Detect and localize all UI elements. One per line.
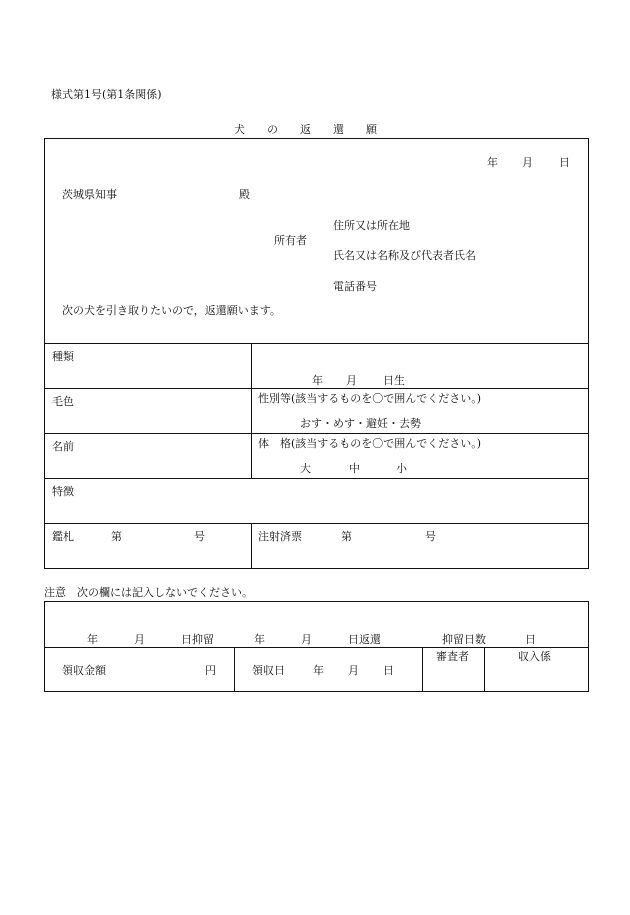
addressee-honorific: 殿 <box>239 188 250 201</box>
coat-color-label: 毛色 <box>52 395 74 408</box>
receipt-month: 月 <box>348 664 359 677</box>
detain-days-label: 抑留日数 <box>442 633 486 646</box>
return-day: 日返還 <box>348 633 381 646</box>
form-number-label: 様式第1号(第1条関係) <box>51 88 162 101</box>
vaccine-no: 第 <box>341 530 352 543</box>
birth-day: 日生 <box>383 374 405 387</box>
size-medium: 中 <box>349 462 360 475</box>
tag-num: 号 <box>194 530 205 543</box>
sex-label: 性別等(該当するものを〇で囲んでください。) <box>258 392 482 405</box>
owner-phone-label: 電話番号 <box>333 280 377 293</box>
vaccine-label: 注射済票 <box>258 530 302 543</box>
fee-unit: 円 <box>205 664 216 677</box>
tag-no: 第 <box>111 530 122 543</box>
notice-text: 注意 次の欄には記入しないでください。 <box>44 586 253 599</box>
detain-day: 日抑留 <box>181 633 214 646</box>
dog-name-label: 名前 <box>52 440 74 453</box>
detain-days-unit: 日 <box>525 633 536 646</box>
sex-options: おす・めす・避妊・去勢 <box>300 417 421 430</box>
page-title: 犬 の 返 還 願 <box>234 123 377 136</box>
return-month: 月 <box>301 633 312 646</box>
fee-label: 領収金額 <box>62 664 106 677</box>
detain-month: 月 <box>134 633 145 646</box>
owner-name-label: 氏名又は名称及び代表者氏名 <box>333 249 476 262</box>
date-day: 日 <box>559 156 570 169</box>
request-text: 次の犬を引き取りたいので，返還願います。 <box>62 304 281 317</box>
features-label: 特徴 <box>52 485 74 498</box>
size-small: 小 <box>396 462 407 475</box>
owner-label: 所有者 <box>274 234 307 247</box>
receipt-year: 年 <box>313 664 324 677</box>
detain-year: 年 <box>87 633 98 646</box>
size-large: 大 <box>300 462 311 475</box>
date-year: 年 <box>487 156 498 169</box>
owner-address-label: 住所又は所在地 <box>333 219 410 232</box>
breed-label: 種類 <box>52 350 74 363</box>
cashier-label: 収入係 <box>518 650 551 663</box>
receipt-day: 日 <box>383 664 394 677</box>
tag-label: 鑑札 <box>52 530 74 543</box>
receipt-date-label: 領収日 <box>252 664 285 677</box>
birth-year: 年 <box>312 374 323 387</box>
birth-month: 月 <box>346 374 357 387</box>
return-year: 年 <box>254 633 265 646</box>
addressee-name: 茨城県知事 <box>62 188 117 201</box>
vaccine-num: 号 <box>425 530 436 543</box>
size-label: 体 格(該当するものを〇で囲んでください。) <box>258 437 482 450</box>
date-month: 月 <box>522 156 533 169</box>
reviewer-label: 審査者 <box>436 650 469 663</box>
